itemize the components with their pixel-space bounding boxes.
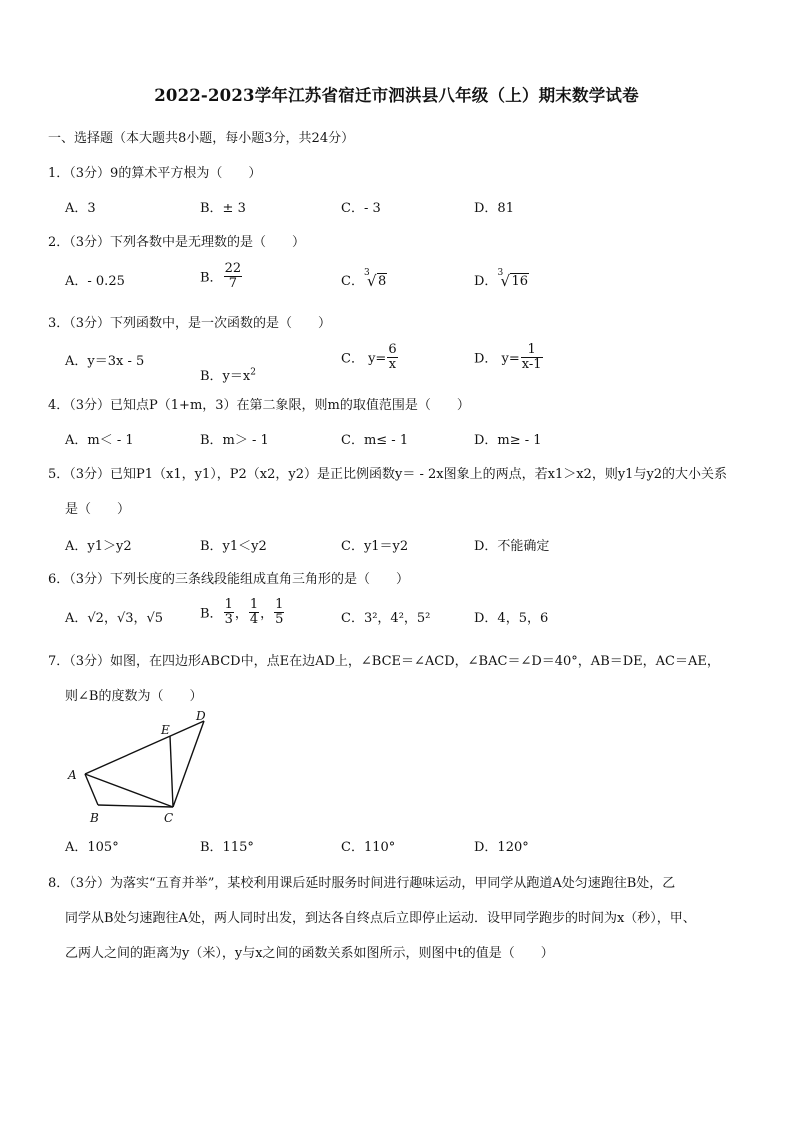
q7-option-b: B．115° bbox=[200, 840, 254, 855]
fraction-denominator: x bbox=[388, 356, 397, 372]
label-a: A bbox=[68, 768, 77, 782]
fraction-numerator: 6 bbox=[388, 342, 397, 357]
fraction-numerator: 1 bbox=[521, 343, 543, 358]
cube-root bbox=[363, 268, 387, 290]
fraction-denominator: 3 bbox=[224, 611, 233, 627]
segment-cb bbox=[98, 805, 173, 807]
segment-ec bbox=[170, 736, 173, 807]
fraction-denominator: x-1 bbox=[521, 356, 542, 372]
quadrilateral-figure bbox=[60, 706, 220, 826]
root-index: 3 bbox=[497, 268, 504, 278]
q7-option-a: A．105° bbox=[65, 840, 119, 855]
q4-option-c: C．m≤ - 1 bbox=[341, 433, 409, 448]
segment-dc bbox=[173, 721, 204, 807]
q1-option-b: B．± 3 bbox=[200, 201, 246, 216]
page-title: 2022-2023学年江苏省宿迁市泗洪县八年级（上）期末数学试卷 bbox=[154, 86, 639, 105]
q3-option-d-prefix: D． y= bbox=[474, 351, 520, 367]
question-5-stem-line-1: 5．（3分）已知P1（x1，y1），P2（x2，y2）是正比例函数y＝ - 2x图象上的两点，若x1＞x2，则y1与y2的大小关系 bbox=[48, 467, 728, 482]
q1-option-a: A．3 bbox=[65, 201, 96, 216]
q2-option-c bbox=[341, 270, 387, 289]
question-5-stem-line-2: 是（ ） bbox=[65, 502, 131, 517]
fraction-numerator: 1 bbox=[275, 597, 284, 612]
q2-option-c-prefix: C． bbox=[341, 274, 364, 289]
q4-option-a: A．m＜ - 1 bbox=[65, 433, 134, 448]
cube-root bbox=[497, 268, 529, 290]
fraction bbox=[224, 598, 234, 626]
segment-ac bbox=[85, 774, 173, 807]
question-7-stem-line-1: 7．（3分）如图，在四边形ABCD中，点E在边AD上，∠BCE＝∠ACD，∠BAC＝∠D＝40°，AB＝DE，AC＝AE， bbox=[48, 654, 720, 669]
section-heading: 一、选择题（本大题共8小题，每小题3分，共24分） bbox=[48, 131, 355, 146]
q3-option-a: A．y＝3x - 5 bbox=[65, 354, 145, 369]
question-6-stem: 6．（3分）下列长度的三条线段能组成直角三角形的是（ ） bbox=[48, 572, 410, 587]
separator: ， bbox=[234, 606, 248, 622]
radicand: 16 bbox=[511, 274, 528, 289]
question-8-line-2: 同学从B处匀速跑往A处，两人同时出发，到达各自终点后立即停止运动．设甲同学跑步的时间为x（秒），甲、 bbox=[65, 911, 696, 926]
q6-option-b bbox=[200, 598, 285, 626]
fraction bbox=[274, 598, 284, 626]
q3-option-c bbox=[341, 343, 399, 371]
fraction bbox=[249, 598, 259, 626]
q3-option-b-prefix: B．y＝x bbox=[200, 369, 251, 384]
q6-option-d: D．4，5，6 bbox=[474, 611, 549, 626]
q6-option-a: A．√2，√3，√5 bbox=[65, 611, 164, 626]
q5-option-a: A．y1＞y2 bbox=[65, 539, 132, 554]
q2-option-b bbox=[200, 262, 243, 290]
question-1-stem: 1．（3分）9的算术平方根为（ ） bbox=[48, 166, 262, 181]
segment-ad bbox=[85, 721, 204, 774]
q2-fraction bbox=[224, 262, 243, 290]
label-c: C bbox=[164, 811, 174, 825]
q3-option-d bbox=[474, 343, 544, 371]
fraction-denominator: 7 bbox=[228, 275, 237, 291]
label-b: B bbox=[90, 811, 99, 825]
q7-option-d: D．120° bbox=[474, 840, 529, 855]
q3-fraction-d bbox=[521, 343, 543, 371]
q2-option-d-prefix: D． bbox=[474, 274, 498, 289]
fraction-denominator: 5 bbox=[275, 611, 284, 627]
q1-option-d: D．81 bbox=[474, 201, 514, 216]
question-8-line-3: 乙两人之间的距离为y（米），y与x之间的函数关系如图所示，则图中t的值是（ ） bbox=[65, 946, 554, 961]
fraction-numerator: 1 bbox=[224, 597, 233, 612]
question-3-stem: 3．（3分）下列函数中，是一次函数的是（ ） bbox=[48, 316, 332, 331]
fraction-denominator: 4 bbox=[249, 611, 259, 627]
label-e: E bbox=[161, 723, 170, 737]
q3-option-b bbox=[200, 365, 256, 384]
q3-option-c-prefix: C． y= bbox=[341, 351, 387, 367]
radical-sign-icon: √ bbox=[500, 272, 510, 290]
q1-option-c: C．- 3 bbox=[341, 201, 381, 216]
radicand: 8 bbox=[377, 274, 387, 289]
q6-option-b-prefix: B． bbox=[200, 606, 223, 622]
q6-option-c: C．3²，4²，5² bbox=[341, 611, 431, 626]
q4-option-d: D．m≥ - 1 bbox=[474, 433, 542, 448]
question-8-line-1: 8．（3分）为落实“五育并举”，某校利用课后延时服务时间进行趣味运动，甲同学从跑道A处匀速跑往B处，乙 bbox=[48, 876, 676, 891]
q4-option-b: B．m＞ - 1 bbox=[200, 433, 269, 448]
q7-option-c: C．110° bbox=[341, 840, 396, 855]
question-2-stem: 2．（3分）下列各数中是无理数的是（ ） bbox=[48, 235, 306, 250]
q2-option-d bbox=[474, 270, 529, 289]
fraction-numerator: 22 bbox=[224, 261, 242, 276]
q5-option-d: D．不能确定 bbox=[474, 539, 550, 554]
label-d: D bbox=[196, 709, 206, 723]
q5-option-b: B．y1＜y2 bbox=[200, 539, 267, 554]
question-7-stem-line-2: 则∠B的度数为（ ） bbox=[65, 689, 203, 704]
q2-option-a: A．- 0.25 bbox=[65, 274, 125, 289]
q3-fraction-c bbox=[387, 343, 397, 371]
q5-option-c: C．y1＝y2 bbox=[341, 539, 409, 554]
root-index: 3 bbox=[363, 268, 370, 278]
radical-sign-icon: √ bbox=[366, 272, 377, 290]
q2-option-b-prefix: B． bbox=[200, 270, 223, 286]
question-4-stem: 4．（3分）已知点P（1+m，3）在第二象限，则m的取值范围是（ ） bbox=[48, 398, 470, 413]
fraction-numerator: 1 bbox=[249, 597, 259, 612]
separator: ， bbox=[260, 606, 274, 622]
exponent: 2 bbox=[250, 367, 256, 378]
